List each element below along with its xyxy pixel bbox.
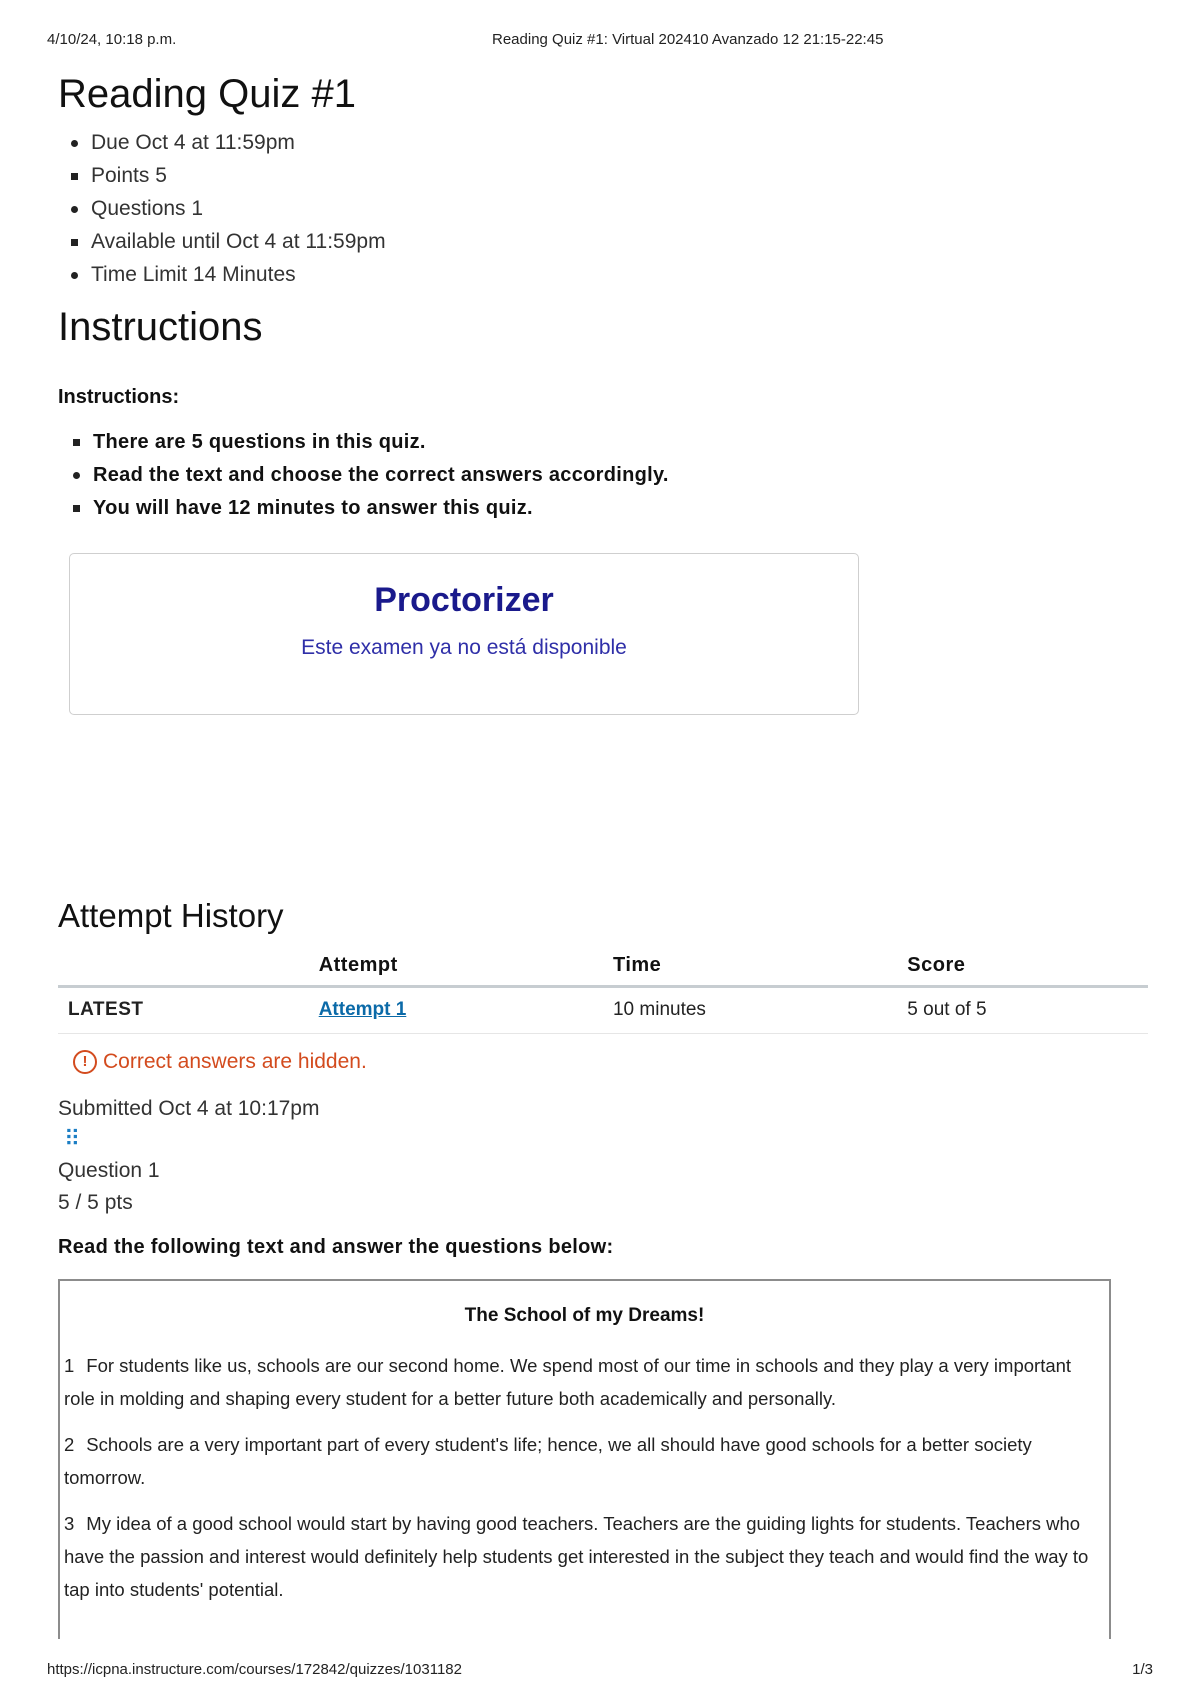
reading-paragraph xyxy=(64,1428,1105,1494)
question-points: 5 / 5 pts xyxy=(58,1191,133,1214)
proctorizer-panel xyxy=(69,553,859,715)
instruction-item: Read the text and choose the correct answers accordingly. xyxy=(93,459,1148,492)
reading-title: The School of my Dreams! xyxy=(464,1305,705,1326)
question-prompt: Read the following text and answer the questions below: xyxy=(58,1236,614,1258)
paragraph-number: 2 xyxy=(64,1434,75,1455)
quiz-detail-points: Points 5 xyxy=(91,159,1148,192)
instruction-item: You will have 12 minutes to answer this quiz. xyxy=(93,492,1148,525)
column-header-attempt: Attempt xyxy=(309,948,603,987)
proctorizer-title: Proctorizer xyxy=(374,581,554,619)
attempt-time: 10 minutes xyxy=(603,987,897,1034)
reading-paragraph xyxy=(64,1507,1105,1606)
instructions-label: Instructions: xyxy=(58,386,180,408)
quiz-content xyxy=(58,70,1148,715)
reading-paragraph xyxy=(64,1349,1105,1415)
drag-handle-icon: ⠿ xyxy=(64,1126,79,1151)
latest-label: LATEST xyxy=(58,987,309,1034)
quiz-detail-available: Available until Oct 4 at 11:59pm xyxy=(91,225,1148,258)
column-header-time: Time xyxy=(603,948,897,987)
print-datetime: 4/10/24, 10:18 p.m. xyxy=(47,31,177,48)
quiz-detail-due: Due Oct 4 at 11:59pm xyxy=(91,126,1148,159)
print-page-number: 1/3 xyxy=(1132,1661,1153,1678)
hidden-notice-text: Correct answers are hidden. xyxy=(103,1050,367,1073)
submitted-timestamp: Submitted Oct 4 at 10:17pm xyxy=(58,1097,320,1120)
instruction-item: There are 5 questions in this quiz. xyxy=(93,426,1148,459)
paragraph-number: 3 xyxy=(64,1513,75,1534)
table-header-row xyxy=(58,948,1148,987)
attempt-history-table xyxy=(58,948,1148,1034)
instructions-heading: Instructions xyxy=(58,305,263,349)
print-page-title: Reading Quiz #1: Virtual 202410 Avanzado 12 21:15-22:45 xyxy=(492,31,884,48)
print-header xyxy=(47,31,1153,51)
print-url: https://icpna.instructure.com/courses/172842/quizzes/1031182 xyxy=(47,1661,462,1678)
paragraph-number: 1 xyxy=(64,1355,75,1376)
quiz-detail-time-limit: Time Limit 14 Minutes xyxy=(91,258,1148,291)
column-header-blank xyxy=(58,948,309,987)
attempt-history-heading: Attempt History xyxy=(58,897,284,934)
paragraph-text: For students like us, schools are our second home. We spend most of our time in schools and they play a very important role in molding and shaping every student for a better future both academically and personally. xyxy=(64,1355,1072,1409)
column-header-score: Score xyxy=(897,948,1148,987)
paragraph-text: Schools are a very important part of every student's life; hence, we all should have good schools for a better society tomorrow. xyxy=(64,1434,1032,1488)
instructions-list xyxy=(58,426,1148,525)
attempt-1-link[interactable]: Attempt 1 xyxy=(318,999,407,1020)
reading-passage-box xyxy=(58,1279,1111,1639)
question-label: Question 1 xyxy=(58,1159,160,1182)
quiz-details-list xyxy=(58,126,1148,291)
warning-icon: ! xyxy=(73,1050,97,1074)
proctorizer-message: Este examen ya no está disponible xyxy=(301,636,627,659)
quiz-detail-questions: Questions 1 xyxy=(91,192,1148,225)
paragraph-text: My idea of a good school would start by having good teachers. Teachers are the guiding lights for students. Teachers who have the passion and interest would definitely help students get interested in the subject they teach and would find the way to tap into students' potential. xyxy=(64,1513,1089,1600)
table-row xyxy=(58,987,1148,1034)
correct-answers-hidden-notice xyxy=(73,1050,1148,1074)
attempt-history-section xyxy=(58,896,1148,1639)
attempt-score: 5 out of 5 xyxy=(897,987,1148,1034)
page-title: Reading Quiz #1 xyxy=(58,72,356,116)
